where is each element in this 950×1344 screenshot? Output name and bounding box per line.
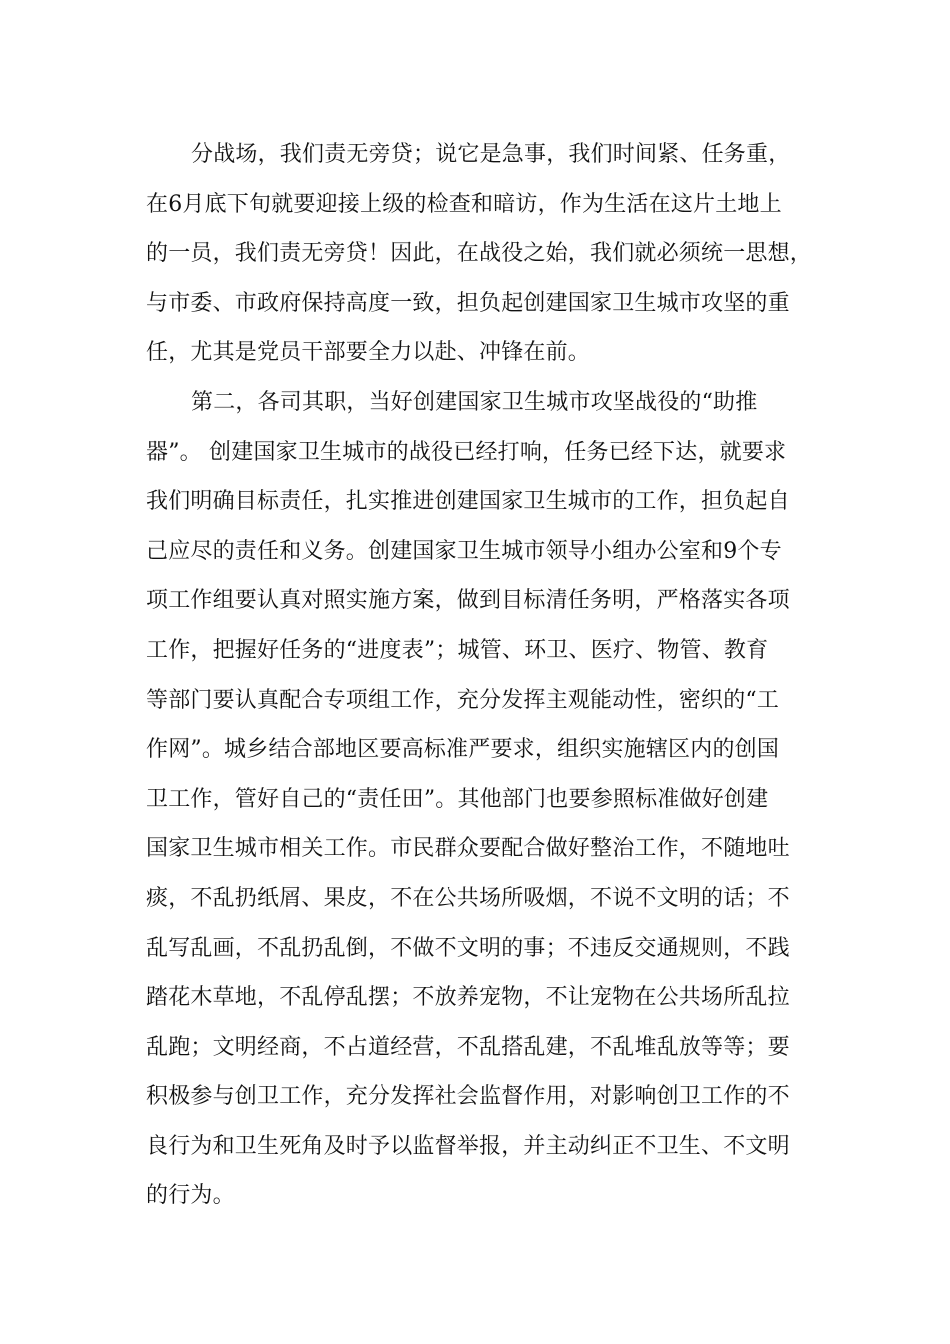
text-line: 任，尤其是党员干部要全力以赴、冲锋在前。 xyxy=(146,340,591,366)
text-line: 乱写乱画，不乱扔乱倒，不做不文明的事；不违反交通规则，不践 xyxy=(146,935,790,961)
text-line: 工作，把握好任务的“进度表”；城管、环卫、医疗、物管、教育 xyxy=(146,637,769,663)
text-line: 踏花木草地，不乱停乱摆；不放养宠物，不让宠物在公共场所乱拉 xyxy=(146,985,790,1011)
paragraph-start-line: 第二，各司其职，当好创建国家卫生城市攻坚战役的“助推 xyxy=(191,389,758,415)
text-line: 等部门要认真配合专项组工作，充分发挥主观能动性，密织的“工 xyxy=(146,687,780,713)
text-line: 的一员，我们责无旁贷！因此，在战役之始，我们就必须统一思想， xyxy=(146,241,813,267)
body-text xyxy=(146,130,826,1221)
text-line: 国家卫生城市相关工作。市民群众要配合做好整治工作，不随地吐 xyxy=(146,836,790,862)
text-line: 积极参与创卫工作，充分发挥社会监督作用，对影响创卫工作的不 xyxy=(146,1084,790,1110)
text-line: 良行为和卫生死角及时予以监督举报，并主动纠正不卫生、不文明 xyxy=(146,1133,790,1159)
text-line: 分战场，我们责无旁贷；说它是急事，我们时间紧、任务重， xyxy=(191,142,791,167)
text-line: 在6月底下旬就要迎接上级的检查和暗访，作为生活在这片土地上 xyxy=(146,191,782,217)
text-line: 项工作组要认真对照实施方案，做到目标清任务明，严格落实各项 xyxy=(146,588,790,614)
text-line: 器”。 创建国家卫生城市的战役已经打响，任务已经下达，就要求 xyxy=(146,439,787,465)
text-line: 的行为。 xyxy=(146,1183,235,1209)
text-line: 痰，不乱扔纸屑、果皮，不在公共场所吸烟，不说不文明的话；不 xyxy=(146,885,790,911)
text-line: 己应尽的责任和义务。创建国家卫生城市领导小组办公室和9个专 xyxy=(146,538,782,564)
text-line: 与市委、市政府保持高度一致，担负起创建国家卫生城市攻坚的重 xyxy=(146,290,790,316)
text-line: 乱跑；文明经商，不占道经营，不乱搭乱建，不乱堆乱放等等；要 xyxy=(146,1034,790,1060)
text-line: 作网”。城乡结合部地区要高标准严要求，组织实施辖区内的创国 xyxy=(146,737,780,763)
text-line: 卫工作，管好自己的“责任田”。其他部门也要参照标准做好创建 xyxy=(146,786,769,812)
text-line: 我们明确目标责任，扎实推进创建国家卫生城市的工作，担负起自 xyxy=(146,489,790,515)
